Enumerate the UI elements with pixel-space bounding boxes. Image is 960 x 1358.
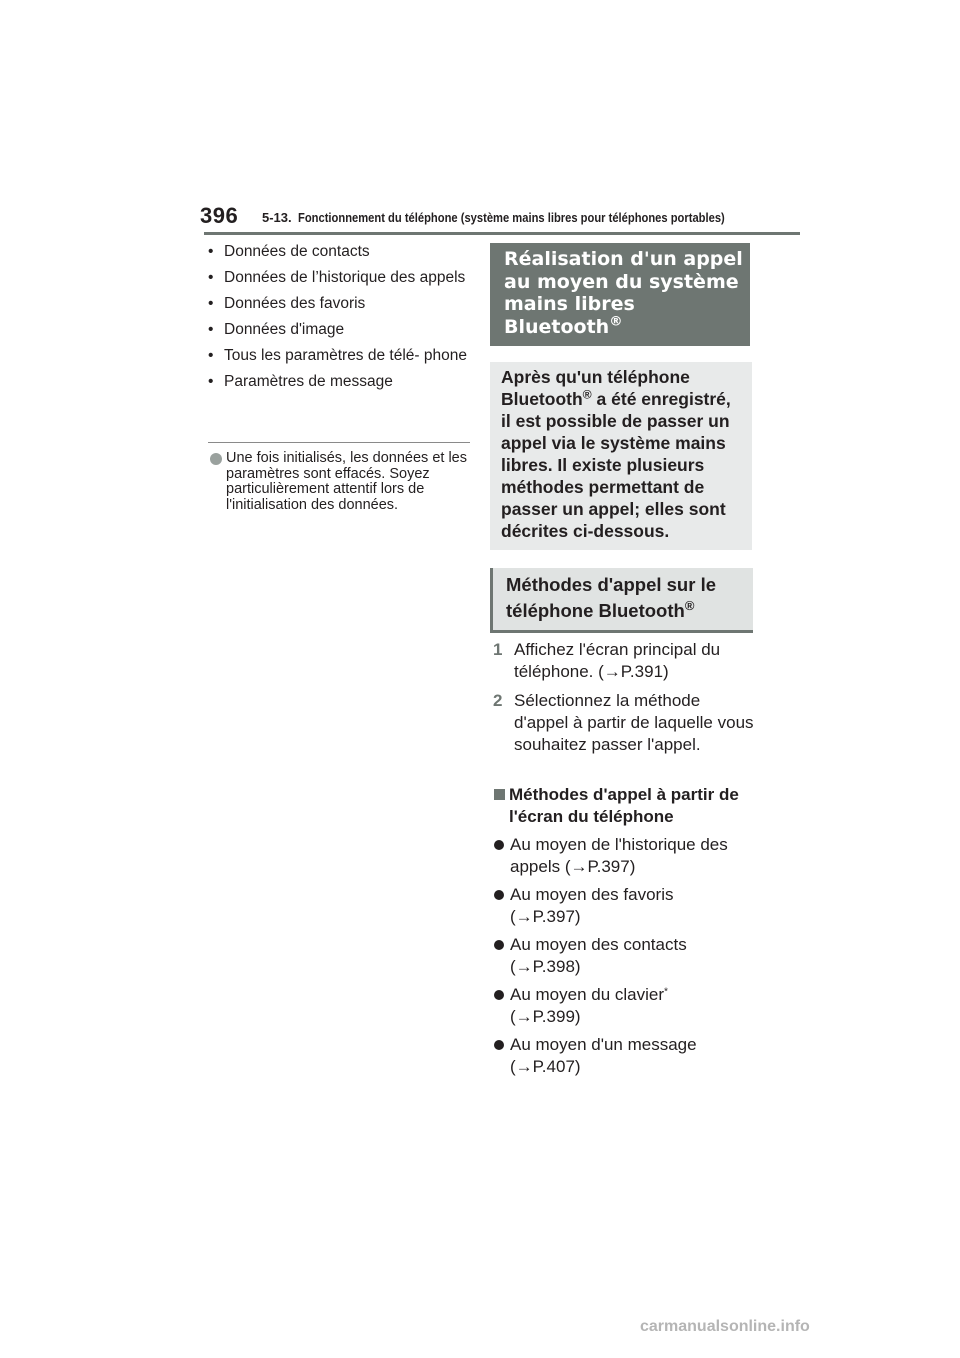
bullet-icon (494, 990, 504, 1000)
section-heading: Réalisation d'un appel au moyen du système mains libres Bluetooth® (504, 248, 743, 338)
steps (493, 639, 755, 763)
list-item: Au moyen de l'historique des appels (→P.397) (493, 834, 755, 878)
subtitle-box (490, 568, 753, 633)
note-circle-icon (210, 453, 222, 465)
page-reference: (→P.407) (510, 1057, 581, 1076)
registered-mark: ® (609, 314, 623, 330)
step-text: Sélectionnez la méthode d'appel à partir de laquelle vous souhaitez passer l'appel. (514, 691, 754, 754)
bullet-icon (494, 840, 504, 850)
note (210, 451, 472, 513)
page-number: 396 (200, 203, 239, 228)
note-divider (208, 442, 470, 443)
bullet-icon (494, 940, 504, 950)
methods-list (493, 834, 755, 1084)
section-title-box (490, 243, 750, 346)
bullet-icon: • (208, 269, 214, 286)
list-item: Au moyen des contacts (→P.398) (493, 934, 755, 978)
step-text: Affichez l'écran principal du téléphone. (→P.391) (514, 640, 721, 681)
step-number: 1 (493, 640, 503, 659)
list-item: Au moyen des favoris (→P.397) (493, 884, 755, 928)
list-item: • Données d'image (208, 321, 345, 338)
square-bullet-icon (494, 789, 505, 800)
step (493, 639, 755, 683)
registered-mark: ® (582, 387, 592, 402)
header-rule (204, 232, 800, 235)
bullet-icon: • (208, 347, 214, 364)
intro-box (490, 362, 752, 550)
data-list (208, 243, 470, 399)
section-number: 5-13. (262, 210, 292, 225)
list-item: Au moyen du clavier* (→P.399) (493, 984, 755, 1028)
registered-mark: ® (684, 597, 695, 613)
bullet-icon (494, 890, 504, 900)
page-reference: (→P.398) (510, 957, 581, 976)
list-item: Au moyen d'un message (→P.407) (493, 1034, 755, 1078)
chapter-heading (262, 210, 794, 225)
list-item: • Paramètres de message (208, 373, 393, 390)
section-title: Fonctionnement du téléphone (système mains libres pour téléphones portables) (297, 210, 725, 225)
page-reference: (→P.399) (510, 1007, 581, 1026)
bullet-icon: • (208, 321, 214, 338)
list-item: • Données de contacts (208, 243, 370, 260)
footnote-mark: * (664, 986, 668, 998)
subtitle: Méthodes d'appel sur le téléphone Bluetooth® (506, 574, 716, 621)
bullet-icon: • (208, 243, 214, 260)
list-item: • Données des favoris (208, 295, 366, 312)
bullet-icon (494, 1040, 504, 1050)
list-item: • Tous les paramètres de télé- phone (208, 347, 467, 364)
step (493, 690, 755, 756)
step-number: 2 (493, 691, 503, 710)
page-reference: (→P.397) (510, 907, 581, 926)
watermark: carmanualsonline.info (640, 1318, 810, 1335)
bullet-icon: • (208, 373, 214, 390)
methods-subheading: Méthodes d'appel à partir de l'écran du téléphone (493, 784, 755, 828)
list-item: • Données de l’historique des appels (208, 269, 466, 286)
note-text: Une fois initialisés, les données et les paramètres sont effacés. Soyez particulièrement attentif lors de l'initialisation des données. (226, 450, 467, 513)
bullet-icon: • (208, 295, 214, 312)
intro-text: Après qu'un téléphone Bluetooth® a été enregistré, il est possible de passer un appel via le système mains libres. Il existe plusieurs méthodes permettant de passer un appel; elles sont décrites ci-dessous. (501, 367, 731, 541)
